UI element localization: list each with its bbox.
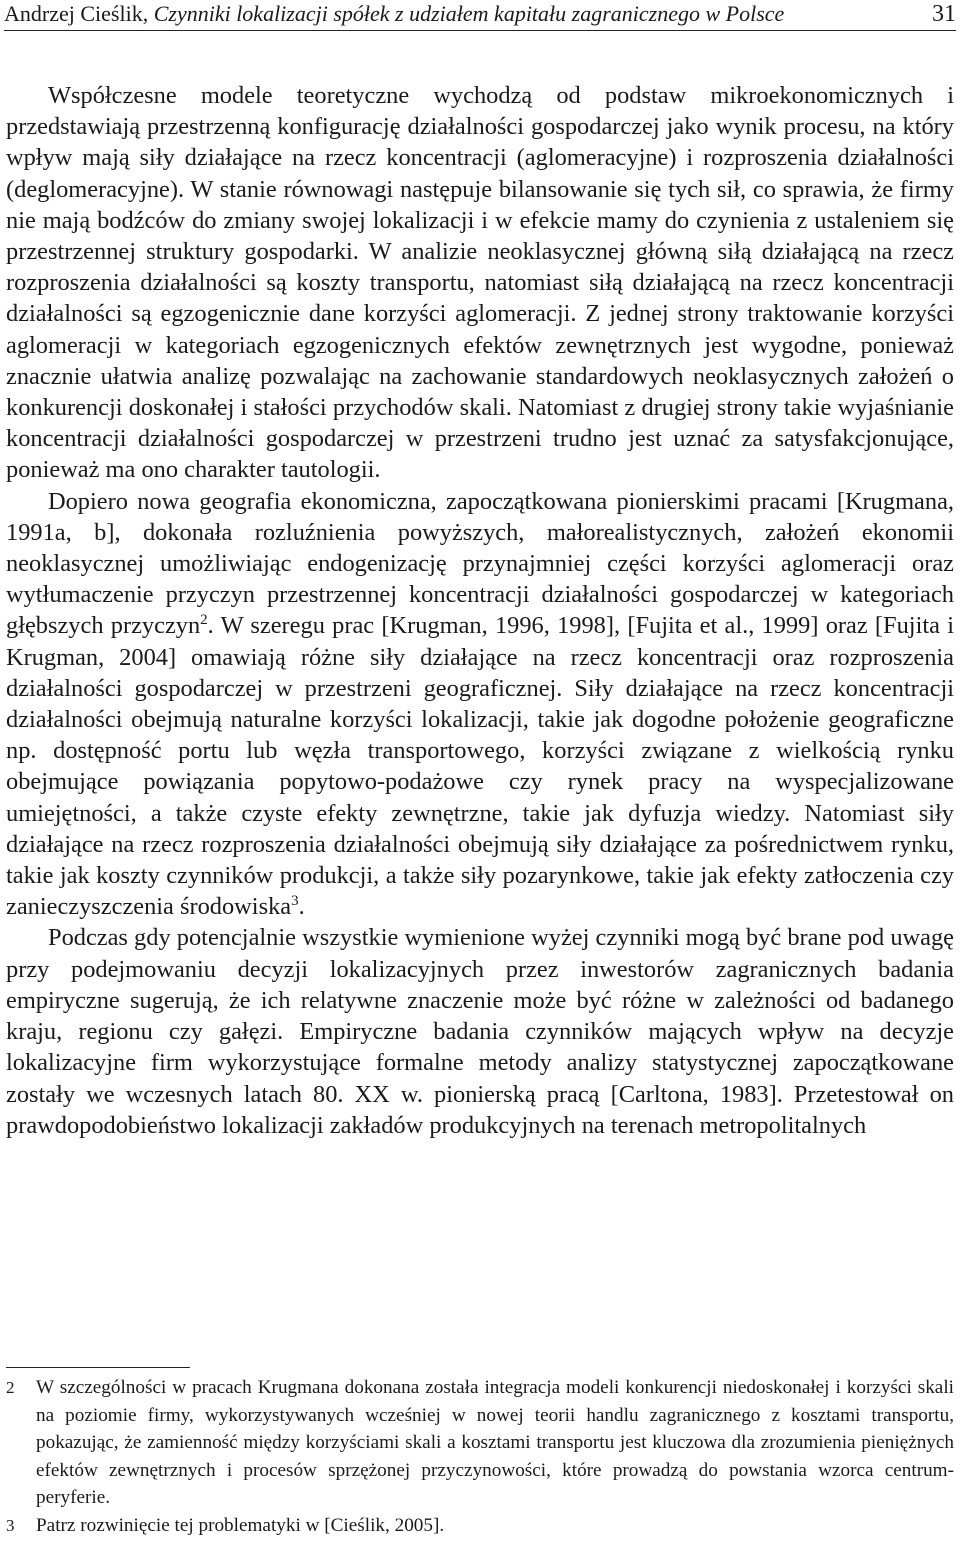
header-author-title — [4, 0, 784, 28]
paragraph-2-part-2: . W szeregu prac [Krugman, 1996, 1998], [Fujita et al., 1999] oraz [Fujita i Krugman, 2004] omawiają różne siły działające na rzecz koncentracji oraz rozproszenia działalności gospodarczej w przestrzeni geograficznej. Siły działające na rzecz koncentracji działalności obejmują naturalne korzyści lokalizacji, takie jak dogodne położenie geograficzne np. dostępność portu lub węzła transportowego, korzyści związane z wielkością rynku obejmujące powiązania popytowo-podażowe czy rynek pracy na wyspecjalizowane umiejętności, a także czyste efekty zewnętrzne, takie jak dyfuzja wiedzy. Natomiast siły działające na rzecz rozproszenia działalności obejmują siły działające za pośrednictwem rynku, takie jak koszty czynników produkcji, a także siły pozarynkowe, takie jak efekty zatłoczenia czy zanieczyszczenia środowiska — [6, 612, 954, 921]
footnotes — [6, 1374, 954, 1539]
paragraph-2-part-1: Dopiero nowa geografia ekonomiczna, zapoczątkowana pionierskimi pracami [Krugmana, 1991a, b], dokonała rozluźnienia powyższych, małorealistycznych, założeń ekonomii neoklasycznej umożliwiając endogenizację przynajmniej części korzyści aglomeracji oraz wytłumaczenie przyczyn przestrzennej koncentracji działalności gospodarczej w kategoriach głębszych przyczyn — [6, 487, 954, 640]
footnote-separator — [6, 1367, 190, 1368]
footnote-number: 3 — [6, 1515, 15, 1535]
footnote-number: 2 — [6, 1378, 15, 1397]
footnote-2 — [6, 1374, 954, 1512]
footnote-text: W szczególności w pracach Krugmana dokonana została integracja modeli konkurencji niedoskonałej i korzyści skali na poziomie firmy, wykorzystywanych wcześniej w nowej teorii handlu zagranicznego z kosztami transportu, pokazując, że zamienność między korzyściami skali a kosztami transportu jest kluczowa dla zrozumienia pieniężnych efektów zewnętrznych i procesów sprzężonej przyczynowości, które prowadzą do powstania wzorca centrum-peryferie. — [36, 1377, 954, 1508]
paragraph-2 — [6, 486, 954, 923]
footnote-ref-2[interactable]: 2 — [200, 612, 208, 629]
paragraph-2-part-3: . — [298, 893, 305, 921]
running-header — [4, 0, 956, 31]
header-title: Czynniki lokalizacji spółek z udziałem kapitału zagranicznego w Polsce — [153, 1, 785, 26]
header-author: Andrzej Cieślik, — [4, 1, 149, 26]
paragraph-3: Podczas gdy potencjalnie wszystkie wymienione wyżej czynniki mogą być brane pod uwagę przy podejmowaniu decyzji lokalizacyjnych przez inwestorów zagranicznych badania empiryczne sugerują, że ich relatywne znaczenie może być różne w zależności od badanego kraju, regionu czy gałęzi. Empiryczne badania czynników mających wpływ na decyzje lokalizacyjne firm wykorzystujące formalne metody analizy statystycznej zapoczątkowane zostały we wczesnych latach 80. XX w. pionierską pracą [Carltona, 1983]. Przetestował on prawdopodobieństwo lokalizacji zakładów produkcyjnych na terenach metropolitalnych — [6, 924, 954, 1139]
footnote-text: Patrz rozwinięcie tej problematyki w [Cieślik, 2005]. — [36, 1514, 445, 1536]
page-number: 31 — [932, 1, 956, 27]
footnote-ref-3[interactable]: 3 — [291, 893, 299, 910]
main-text — [6, 80, 954, 1141]
footnote-3 — [6, 1512, 954, 1540]
paragraph-1: Współczesne modele teoretyczne wychodzą od podstaw mikroekonomicznych i przedstawiają przestrzenną konfigurację działalności gospodarczej jako wynik procesu, na który wpływ mają siły działające na rzecz koncentracji (aglomeracyjne) i rozproszenia działalności (deglomeracyjne). W stanie równowagi następuje bilansowanie się tych sił, co sprawia, że firmy nie mają bodźców do zmiany swojej lokalizacji i w efekcie mamy do czynienia z ustaleniem się przestrzennej struktury gospodarki. W analizie neoklasycznej główną siłą działającą na rzecz rozproszenia działalności są koszty transportu, natomiast siłą działającą na rzecz koncentracji działalności są egzogenicznie dane korzyści aglomeracji. Z jednej strony traktowanie korzyści aglomeracji w kategoriach egzogenicznych efektów zewnętrznych jest wygodne, ponieważ znacznie ułatwia analizę pozwalając na zachowanie standardowych neoklasycznych założeń o konkurencji doskonałej i stałości przychodów skali. Natomiast z drugiej strony takie wyjaśnianie koncentracji działalności gospodarczej w przestrzeni trudno jest uznać za satysfakcjonujące, ponieważ ma ono charakter tautologii. — [6, 82, 954, 484]
